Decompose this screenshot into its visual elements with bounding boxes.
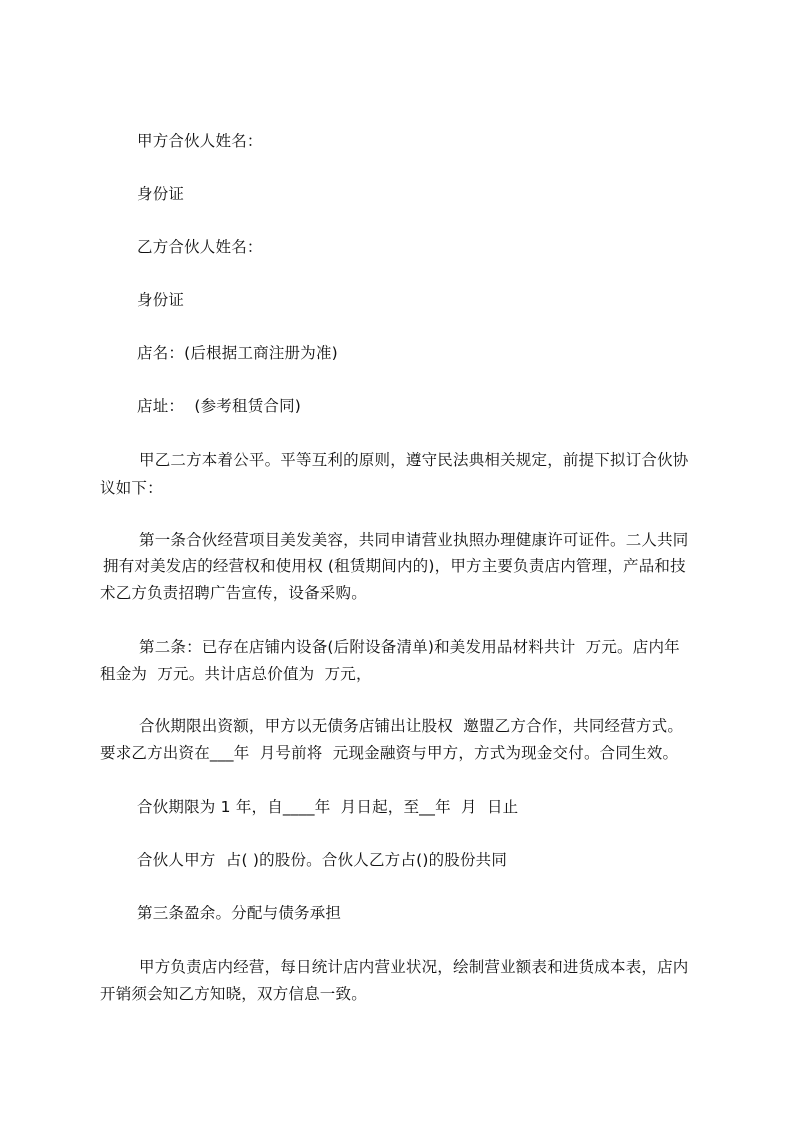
intro-paragraph-line-1: 甲乙二方本着公平。平等互利的原则，遵守民法典相关规定，前提下拟订合伙协 (139, 451, 689, 469)
capital-paragraph-line-2: 要求乙方出资在___年 月号前将 元现金融资与甲方，方式为现金交付。合同生效。 (100, 744, 679, 762)
shares-clause: 合伙人甲方 占( )的股份。合伙人乙方占()的股份共同 (137, 851, 508, 869)
party-b-id-label: 身份证 (137, 291, 185, 309)
article-2-line-2: 租金为 万元。共计店总价值为 万元， (100, 665, 372, 683)
party-a-name-label: 甲方合伙人姓名： (137, 132, 263, 150)
term-clause: 合伙期限为 1 年，自____年 月日起，至__年 月 日止 (137, 798, 519, 816)
shop-name-label: 店名：(后根据工商注册为准) (137, 344, 338, 362)
intro-paragraph-line-2: 议如下： (100, 479, 163, 497)
operations-paragraph-line-1: 甲方负责店内经营，每日统计店内营业状况，绘制营业额表和进货成本表，店内 (139, 958, 689, 976)
capital-paragraph-line-1: 合伙期限出资额，甲方以无债务店铺出让股权 邀盟乙方合作，共同经营方式。 (139, 717, 684, 735)
party-a-id-label: 身份证 (137, 185, 185, 203)
article-3-title: 第三条盈余。分配与债务承担 (137, 904, 342, 922)
shop-address-label: 店址： (参考租赁合同) (137, 397, 302, 415)
article-1-line-1: 第一条合伙经营项目美发美容，共同申请营业执照办理健康许可证件。二人共同 (139, 531, 689, 549)
party-b-name-label: 乙方合伙人姓名： (137, 238, 263, 256)
article-2-line-1: 第二条：已存在店铺内设备(后附设备清单)和美发用品材料共计 万元。店内年 (139, 638, 680, 656)
article-1-line-2: 拥有对美发店的经营权和使用权 (租赁期间内的)，甲方主要负责店内管理，产品和技 (103, 557, 686, 575)
article-1-line-3: 术乙方负责招聘广告宣传，设备采购。 (100, 584, 367, 602)
operations-paragraph-line-2: 开销须会知乙方知晓，双方信息一致。 (100, 985, 367, 1003)
